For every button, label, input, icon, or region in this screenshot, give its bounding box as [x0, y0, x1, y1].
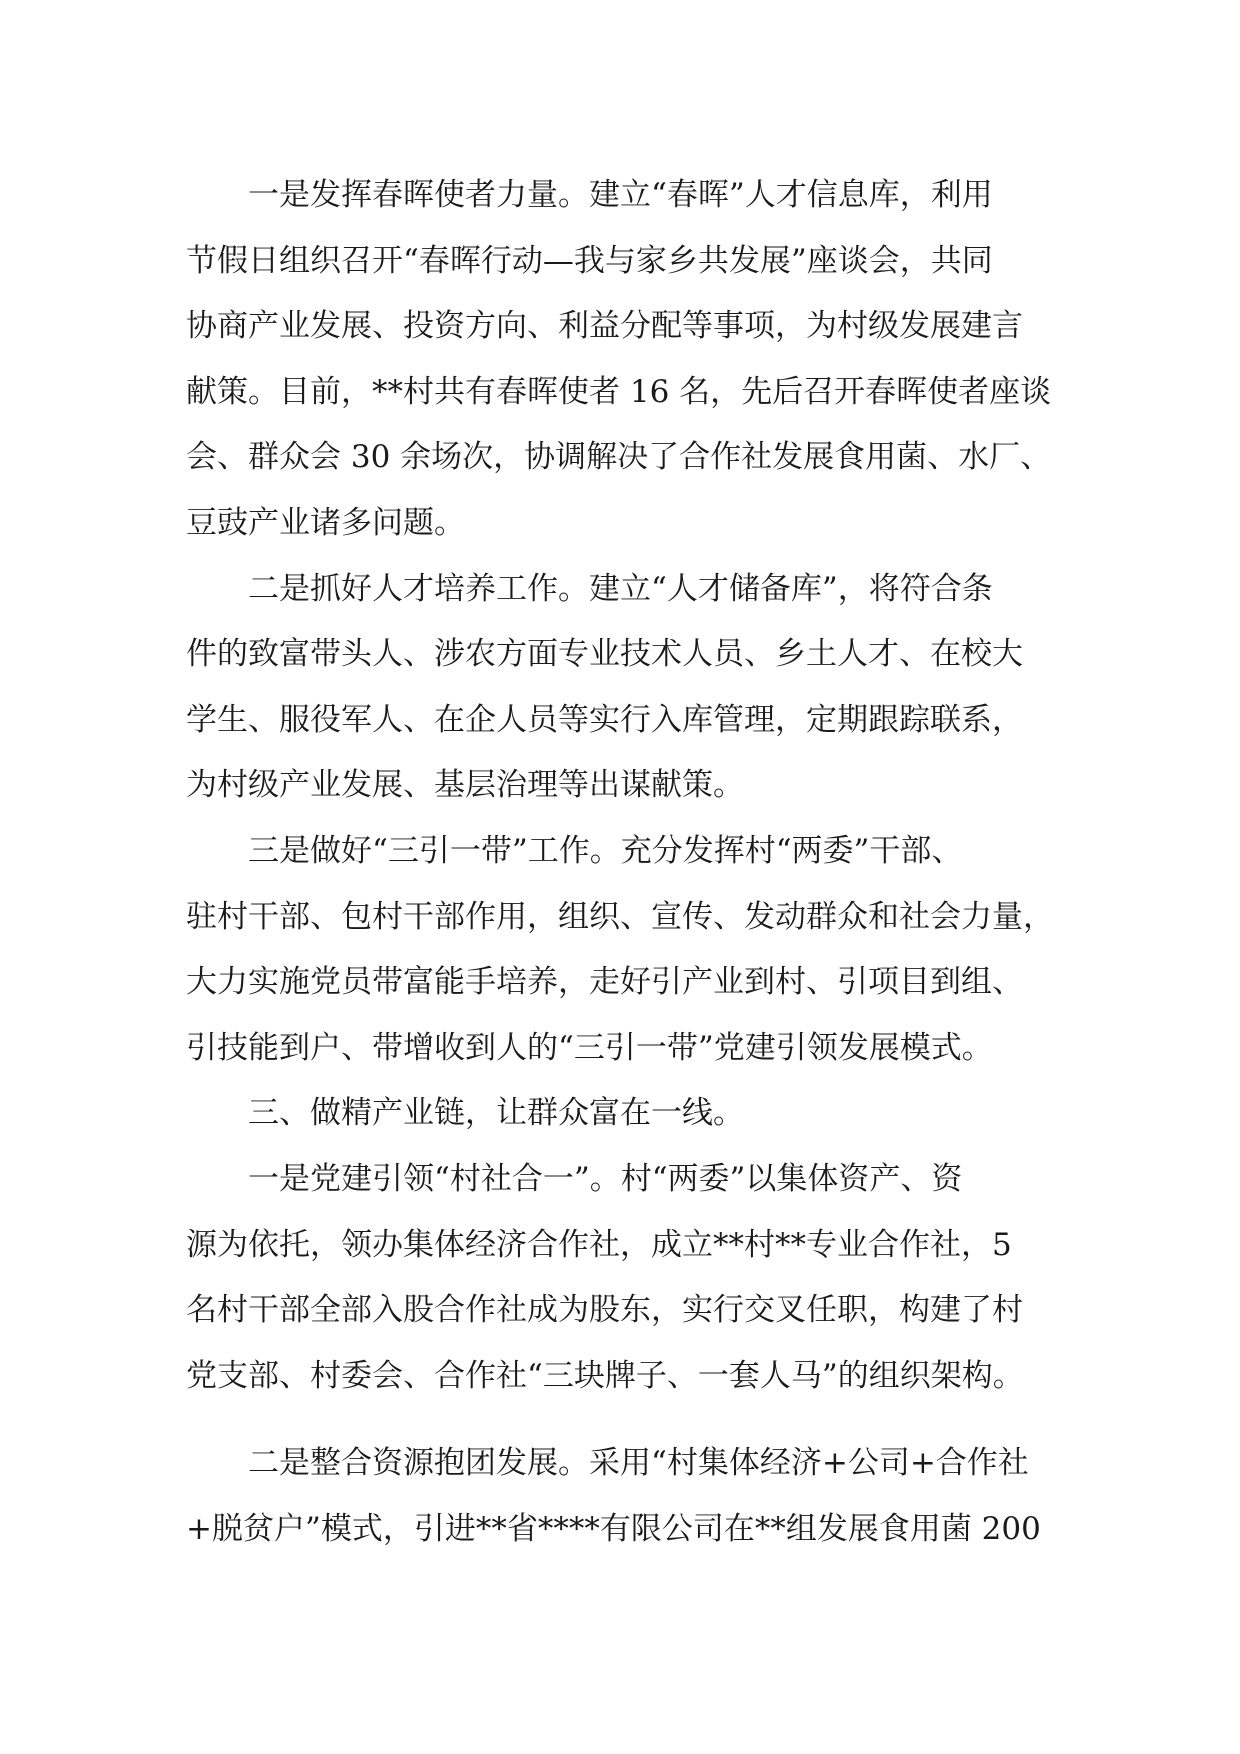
text-line: 献策。目前，**村共有春晖使者 16 名，先后召开春晖使者座谈 — [186, 373, 1052, 410]
text-line: 一是党建引领“村社合一”。村“两委”以集体资产、资 — [186, 1160, 963, 1197]
paragraph-talent-cultivation — [186, 557, 1086, 819]
text-line: 节假日组织召开“春晖行动—我与家乡共发展”座谈会，共同 — [186, 242, 993, 279]
text-line: 党支部、村委会、合作社“三块牌子、一套人马”的组织架构。 — [186, 1357, 1024, 1394]
text-line: 三是做好“三引一带”工作。充分发挥村“两委”干部、 — [186, 832, 963, 869]
text-line: 名村干部全部入股合作社成为股东，实行交叉任职，构建了村 — [186, 1292, 1023, 1329]
paragraph-village-cooperative — [186, 1147, 1086, 1409]
text-line: 件的致富带头人、涉农方面专业技术人员、乡土人才、在校大 — [186, 636, 1023, 673]
document-body — [186, 163, 1086, 1562]
text-line: 学生、服役军人、在企人员等实行入库管理，定期跟踪联系， — [186, 701, 1023, 738]
text-line: 源为依托，领办集体经济合作社，成立**村**专业合作社，5 — [186, 1226, 1012, 1263]
text-line: 为村级产业发展、基层治理等出谋献策。 — [186, 767, 744, 804]
paragraph-three-guides-one-drive — [186, 819, 1086, 1081]
text-line: 二是抓好人才培养工作。建立“人才储备库”，将符合条 — [186, 570, 993, 607]
section-heading-industry-chain — [186, 1081, 1086, 1147]
text-line: 会、群众会 30 余场次，协调解决了合作社发展食用菌、水厂、 — [186, 439, 1052, 476]
text-line: 一是发挥春晖使者力量。建立“春晖”人才信息库，利用 — [186, 177, 993, 213]
text-line: 二是整合资源抱团发展。采用“村集体经济+公司+合作社 — [186, 1445, 1029, 1482]
text-line: 豆豉产业诸多问题。 — [186, 504, 465, 541]
paragraph-resource-integration — [186, 1431, 1086, 1562]
text-line: 协商产业发展、投资方向、利益分配等事项，为村级发展建言 — [186, 308, 1023, 345]
text-line: 大力实施党员带富能手培养，走好引产业到村、引项目到组、 — [186, 964, 1023, 1001]
text-line: 驻村干部、包村干部作用，组织、宣传、发动群众和社会力量， — [186, 898, 1054, 935]
text-line: 三、做精产业链，让群众富在一线。 — [186, 1095, 744, 1132]
text-line: 引技能到户、带增收到人的“三引一带”党建引领发展模式。 — [186, 1029, 993, 1066]
text-line: +脱贫户”模式，引进**省****有限公司在**组发展食用菌 200 — [186, 1510, 1041, 1547]
paragraph-spacer — [186, 1409, 1086, 1431]
paragraph-chunhui-envoys — [186, 163, 1086, 557]
